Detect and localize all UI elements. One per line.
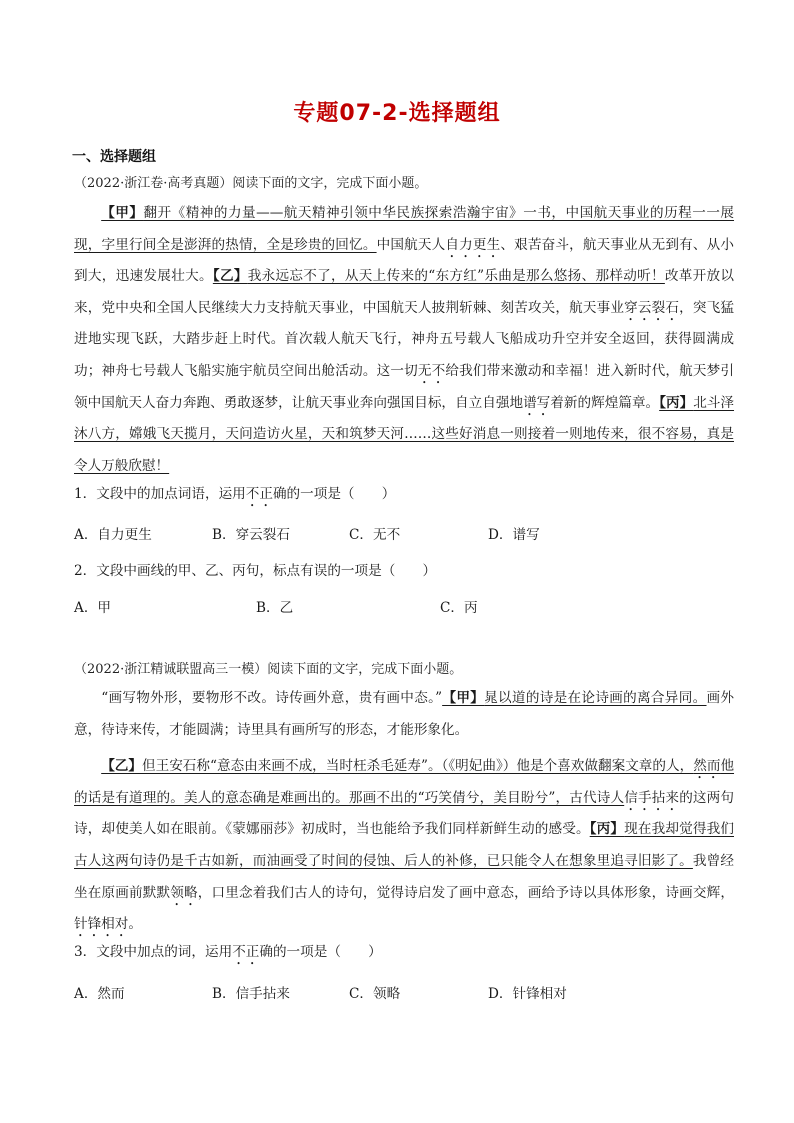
passage-text: “画写物外形，要物形不改。诗传画外意，贵有画中态。” xyxy=(101,690,443,706)
option-a[interactable]: A．甲 xyxy=(74,600,112,616)
group2-paragraph-2 xyxy=(74,751,734,941)
dotted-word-3: 领略 xyxy=(170,884,198,901)
group1-passage xyxy=(74,198,734,482)
question-1-options xyxy=(74,523,734,543)
dotted-word-2: 穿云裂石 xyxy=(624,299,680,316)
passage-text: 中国航天人 xyxy=(376,236,446,253)
group2-passage xyxy=(74,683,734,941)
dotted-word-2: 信手拈来 xyxy=(624,789,680,806)
option-c[interactable]: C．无不 xyxy=(349,527,401,543)
passage-text: 我曾经坐在原画前默默 xyxy=(74,852,735,901)
mark-yi: 【乙】 xyxy=(212,268,248,285)
passage-text: ，口里念着我们古人的诗句，觉得诗启发了画中意态，画给予诗以具体形象，诗画交辉， xyxy=(197,884,735,901)
sentence-jia-text: 晁以道的诗是在论诗画的离合异同。 xyxy=(484,690,707,706)
option-d[interactable]: D．针锋相对 xyxy=(488,986,567,1002)
option-b[interactable]: B．穿云裂石 xyxy=(212,527,290,543)
question-text: 1．文段中的加点词语，运用 xyxy=(74,486,246,502)
question-1 xyxy=(74,482,395,510)
passage-text: ，突飞猛进地实现飞跃，大踏步赶上时代。首次载人航天飞行，神舟五号载人飞船成功升空并安全返回，获得圆满成功；神舟七号载人飞船实施宇航员空间出舱活动。这一切 xyxy=(74,299,735,379)
group2-paragraph-1 xyxy=(74,683,734,746)
sentence-bing-text: 现在我却觉得我们古人这两句诗仍是千古如新，而油画受了时间的侵蚀、后人的补修，已只能令人在想象里追寻旧影了。 xyxy=(74,821,734,869)
question-text: 3．文段中加点的词，运用 xyxy=(74,944,233,960)
option-a[interactable]: A．自力更生 xyxy=(74,527,152,543)
mark-bing: 【丙】 xyxy=(659,394,694,411)
group2-source: （2022·浙江精诚联盟高三一模）阅读下面的文字，完成下面小题。 xyxy=(74,662,463,677)
sentence-yi xyxy=(213,268,665,284)
passage-text: 改革开放以来，党中央和全国人民继续大力支持航天事业，中国航天人披荆斩棘、刻苦攻关，航天事业 xyxy=(74,268,735,316)
passage-text: 着新的辉煌篇章。 xyxy=(550,394,660,411)
passage-text: 画外意，待诗来传，才能圆满；诗里具有画所写的形态，才能形象化。 xyxy=(74,690,735,738)
dotted-word-4: 谱写 xyxy=(523,394,551,411)
question-text: 确的一项是（ ） xyxy=(259,944,382,960)
page-title: 专题07-2-选择题组 xyxy=(293,101,501,126)
passage-text: 、艰苦奋斗，航天事业从无到有、从小到大，迅速发展壮大。 xyxy=(74,236,735,285)
dotted-word-3: 无不 xyxy=(417,362,446,379)
sentence-yi-text: 但王安石称“意态由来画不成，当时枉杀毛延寿”。（《明妃曲》）他是个喜欢做翻案文章的人， xyxy=(142,758,694,775)
mark-yi: 【乙】 xyxy=(101,758,142,775)
question-2: 2．文段中画线的甲、乙、丙句，标点有误的一项是（ ） xyxy=(74,563,437,579)
option-b[interactable]: B．乙 xyxy=(256,600,294,616)
question-2-options xyxy=(74,596,734,616)
option-c[interactable]: C．领略 xyxy=(349,986,401,1002)
option-c[interactable]: C．丙 xyxy=(440,600,478,616)
question-3 xyxy=(74,940,382,968)
option-d[interactable]: D．谱写 xyxy=(488,527,540,543)
section-heading: 一、选择题组 xyxy=(72,149,156,165)
sentence-bing-text: 北斗泽沐八方，嫦娥飞天揽月，天问造访火星，天和筑梦天河……这些好消息一则接着一则地传来，很不容易，真是令人万般欣慰！ xyxy=(74,394,735,474)
dotted-word: 不正 xyxy=(232,944,260,960)
option-b[interactable]: B．信手拈来 xyxy=(212,986,290,1002)
passage-text: 他的话是有道理的。美人的意态确是难画出的。那画不出的“巧笑倩兮，美目盼兮”，古代诗人 xyxy=(74,758,735,806)
question-text: 确的一项是（ ） xyxy=(272,486,396,502)
group1-source: （2022·浙江卷·高考真题）阅读下面的文字，完成下面小题。 xyxy=(74,176,428,191)
dotted-word-1: 自力更生 xyxy=(445,236,501,253)
dotted-word-1: 然而 xyxy=(693,758,721,775)
question-3-options xyxy=(74,982,734,1002)
passage-text: 。 xyxy=(128,916,142,933)
mark-jia: 【甲】 xyxy=(442,690,485,706)
sentence-yi-text: 我永远忘不了，从天上传来的“东方红”乐曲是那么悠扬、那样动听！ xyxy=(247,268,665,285)
option-a[interactable]: A．然而 xyxy=(74,986,125,1002)
dotted-word-4: 针锋相对 xyxy=(74,916,129,933)
sentence-jia xyxy=(442,690,706,706)
passage-text: 给我们带来激动和幸福！进入新时代，航天梦引领中国航天人奋力奔跑、勇敢逐梦，让航天事业奔向强国目标，自立自强地 xyxy=(74,362,735,411)
dotted-word: 不正 xyxy=(245,486,273,502)
mark-bing: 【丙】 xyxy=(589,821,625,838)
passage-text: 的这两句诗，却使美人如在眼前。《蒙娜丽莎》初成时，当也能给予我们同样新鲜生动的感受。 xyxy=(74,789,735,838)
mark-jia: 【甲】 xyxy=(101,205,144,221)
sentence-jia-text: 翻开《精神的力量——航天精神引领中华民族探索浩瀚宇宙》一书，中国航天事业的历程一一展现，字里行间全是澎湃的热情，全是珍贵的回忆。 xyxy=(74,205,735,253)
